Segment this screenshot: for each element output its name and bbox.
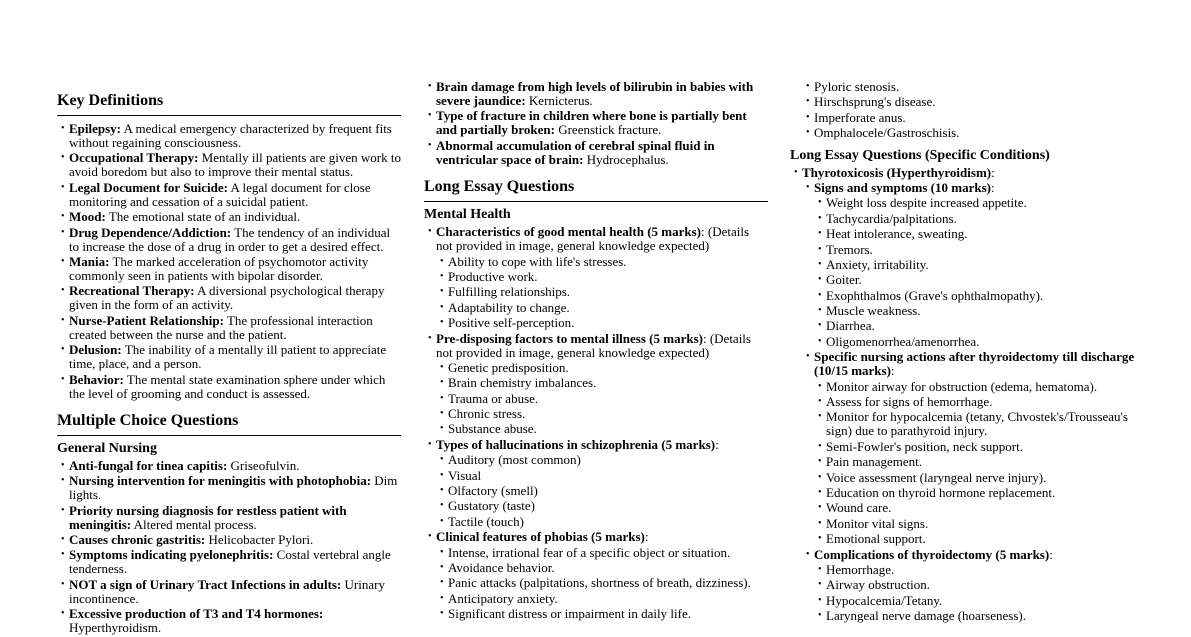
phobia-features-list (424, 546, 768, 622)
list-item: • Auditory (most common) (424, 453, 768, 467)
list-item: • Positive self-perception. (424, 316, 768, 330)
list-item: • Weight loss despite increased appetite. (790, 196, 1135, 210)
list-item: • Nurse-Patient Relationship: The professional interaction created between the nurse and the patient. (57, 314, 401, 342)
list-item: • Visual (424, 469, 768, 483)
list-item: • Hemorrhage. (790, 563, 1135, 577)
mental-health-list-2 (424, 332, 768, 360)
column-2 (424, 80, 768, 623)
list-item: • Laryngeal nerve damage (hoarseness). (790, 609, 1135, 623)
list-item: • Drug Dependence/Addiction: The tendency of an individual to increase the dose of a drug in order to get a desired effect. (57, 226, 401, 254)
list-item: • Types of hallucinations in schizophrenia (5 marks): (424, 438, 768, 452)
list-item: • Causes chronic gastritis: Helicobacter Pylori. (57, 533, 401, 547)
mcq-heading: Multiple Choice Questions (57, 412, 401, 436)
list-item: • Brain chemistry imbalances. (424, 376, 768, 390)
list-item: • Hirschsprung's disease. (790, 95, 1135, 109)
complications-list (790, 563, 1135, 623)
list-item: • Muscle weakness. (790, 304, 1135, 318)
list-item: • Occupational Therapy: Mentally ill patients are given work to avoid boredom but also to improve their mental status. (57, 151, 401, 179)
list-item: • Wound care. (790, 501, 1135, 515)
good-mental-health-list (424, 255, 768, 331)
list-item: • Adaptability to change. (424, 301, 768, 315)
list-item: • Intense, irrational fear of a specific object or situation. (424, 546, 768, 560)
list-item: • Genetic predisposition. (424, 361, 768, 375)
list-item: • Excessive production of T3 and T4 hormones: Hyperthyroidism. (57, 607, 401, 635)
predisposing-factors-list (424, 361, 768, 437)
mental-health-list-4 (424, 530, 768, 544)
complications-heading-list (790, 548, 1135, 562)
list-item: • Trauma or abuse. (424, 392, 768, 406)
list-item: • Monitor airway for obstruction (edema, hematoma). (790, 380, 1135, 394)
list-item: • Hypocalcemia/Tetany. (790, 594, 1135, 608)
list-item: • Chronic stress. (424, 407, 768, 421)
list-item: • Oligomenorrhea/amenorrhea. (790, 335, 1135, 349)
list-item: • Clinical features of phobias (5 marks): (424, 530, 768, 544)
list-item: • Emotional support. (790, 532, 1135, 546)
specific-conditions-heading: Long Essay Questions (Specific Conditions) (790, 147, 1050, 163)
list-item: • NOT a sign of Urinary Tract Infections in adults: Urinary incontinence. (57, 578, 401, 606)
list-item: • Fulfilling relationships. (424, 285, 768, 299)
list-item: • Mood: The emotional state of an individual. (57, 210, 401, 224)
list-item: • Goiter. (790, 273, 1135, 287)
hallucination-types-list (424, 453, 768, 529)
list-item: • Pre-disposing factors to mental illness (5 marks): (Details not provided in image, general knowledge expected) (424, 332, 768, 360)
list-item: • Education on thyroid hormone replacement. (790, 486, 1135, 500)
signs-heading-list (790, 181, 1135, 195)
list-item: • Exophthalmos (Grave's ophthalmopathy). (790, 289, 1135, 303)
list-item: • Recreational Therapy: A diversional psychological therapy given in the form of an activity. (57, 284, 401, 312)
list-item: • Nursing intervention for meningitis with photophobia: Dim lights. (57, 474, 401, 502)
key-definitions-heading: Key Definitions (57, 92, 401, 116)
list-item: • Pain management. (790, 455, 1135, 469)
list-item: • Tremors. (790, 243, 1135, 257)
mcq-continued-list (424, 80, 768, 167)
column-3 (790, 80, 1135, 625)
list-item: • Assess for signs of hemorrhage. (790, 395, 1135, 409)
list-item: • Mania: The marked acceleration of psychomotor activity commonly seen in patients with bipolar disorder. (57, 255, 401, 283)
list-item: • Priority nursing diagnosis for restless patient with meningitis: Altered mental process. (57, 504, 401, 532)
long-essay-heading: Long Essay Questions (424, 178, 768, 202)
list-item: • Avoidance behavior. (424, 561, 768, 575)
key-definitions-list (57, 122, 401, 401)
list-item: • Anti-fungal for tinea capitis: Griseofulvin. (57, 459, 401, 473)
list-item: • Anxiety, irritability. (790, 258, 1135, 272)
list-item: • Gustatory (taste) (424, 499, 768, 513)
mental-health-subheading: Mental Health (424, 207, 511, 223)
column-1 (57, 92, 401, 637)
list-item: • Type of fracture in children where bone is partially bent and partially broken: Greenstick fracture. (424, 109, 768, 137)
list-item: • Tachycardia/palpitations. (790, 212, 1135, 226)
list-item: • Significant distress or impairment in daily life. (424, 607, 768, 621)
list-item: • Specific nursing actions after thyroidectomy till discharge (10/15 marks): (790, 350, 1135, 378)
list-item: • Tactile (touch) (424, 515, 768, 529)
condition-list (790, 166, 1135, 180)
list-item: • Signs and symptoms (10 marks): (790, 181, 1135, 195)
list-item: • Substance abuse. (424, 422, 768, 436)
mcq-list (57, 459, 401, 635)
list-item: • Monitor vital signs. (790, 517, 1135, 531)
list-item: • Diarrhea. (790, 319, 1135, 333)
list-item: • Legal Document for Suicide: A legal document for close monitoring and cessation of a suicidal patient. (57, 181, 401, 209)
general-nursing-subheading: General Nursing (57, 440, 157, 456)
congenital-conditions-list (790, 80, 1135, 140)
list-item: • Monitor for hypocalcemia (tetany, Chvostek's/Trousseau's sign) due to parathyroid injury. (790, 410, 1135, 438)
list-item: • Symptoms indicating pyelonephritis: Costal vertebral angle tenderness. (57, 548, 401, 576)
list-item: • Complications of thyroidectomy (5 marks): (790, 548, 1135, 562)
list-item: • Pyloric stenosis. (790, 80, 1135, 94)
mental-health-list-3 (424, 438, 768, 452)
list-item: • Heat intolerance, sweating. (790, 227, 1135, 241)
list-item: • Panic attacks (palpitations, shortness of breath, dizziness). (424, 576, 768, 590)
list-item: • Characteristics of good mental health (5 marks): (Details not provided in image, general knowledge expected) (424, 225, 768, 253)
list-item: • Productive work. (424, 270, 768, 284)
list-item: • Airway obstruction. (790, 578, 1135, 592)
list-item: • Epilepsy: A medical emergency characterized by frequent fits without regaining consciousness. (57, 122, 401, 150)
list-item: • Semi-Fowler's position, neck support. (790, 440, 1135, 454)
list-item: • Anticipatory anxiety. (424, 592, 768, 606)
list-item: • Omphalocele/Gastroschisis. (790, 126, 1135, 140)
signs-list (790, 196, 1135, 349)
list-item: • Delusion: The inability of a mentally ill patient to appreciate time, place, and a person. (57, 343, 401, 371)
list-item: • Abnormal accumulation of cerebral spinal fluid in ventricular space of brain: Hydrocephalus. (424, 139, 768, 167)
list-item: • Behavior: The mental state examination sphere under which the level of grooming and conduct is assessed. (57, 373, 401, 401)
list-item: • Brain damage from high levels of bilirubin in babies with severe jaundice: Kernicterus. (424, 80, 768, 108)
list-item: • Ability to cope with life's stresses. (424, 255, 768, 269)
mental-health-list (424, 225, 768, 253)
list-item: • Olfactory (smell) (424, 484, 768, 498)
actions-heading-list (790, 350, 1135, 378)
list-item: • Voice assessment (laryngeal nerve injury). (790, 471, 1135, 485)
list-item: • Imperforate anus. (790, 111, 1135, 125)
nursing-actions-list (790, 380, 1135, 547)
list-item: • Thyrotoxicosis (Hyperthyroidism): (790, 166, 1135, 180)
